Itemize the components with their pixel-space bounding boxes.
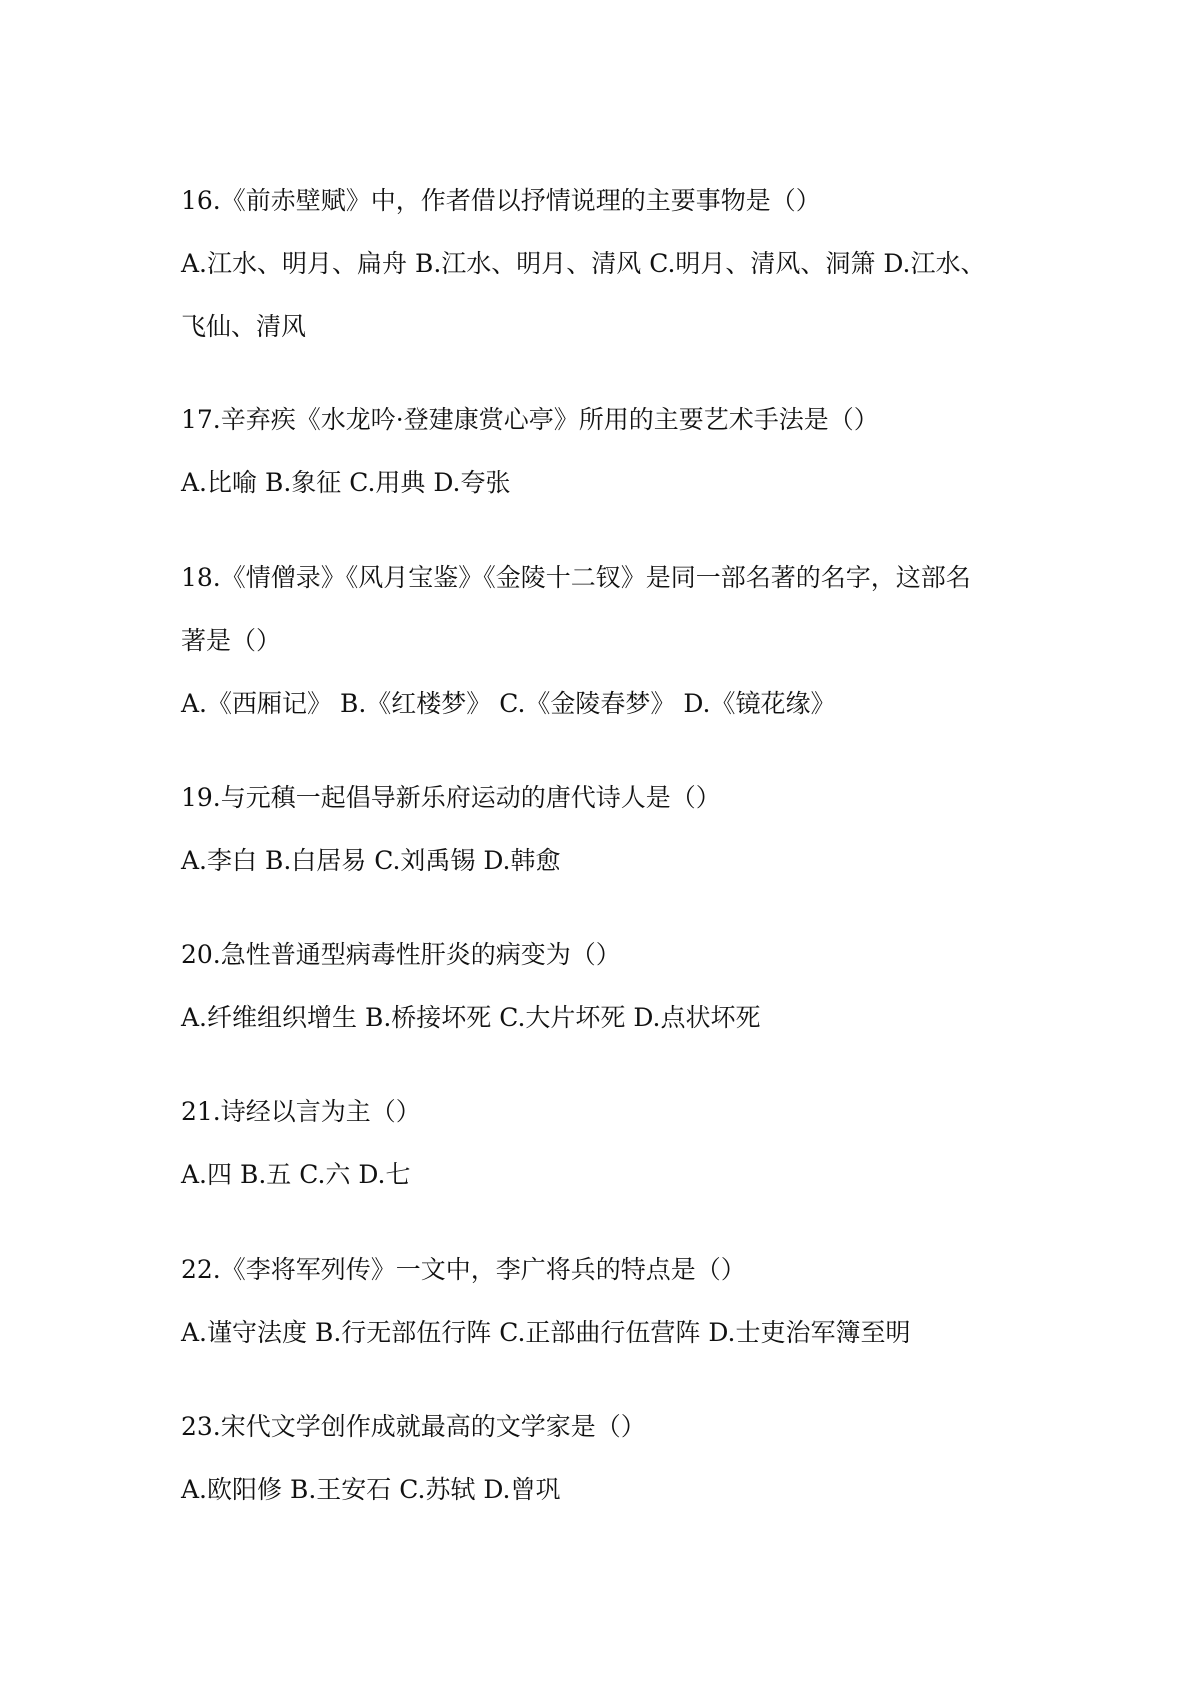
question-options-continued: 飞仙、清风 [181, 312, 307, 341]
question-stem: 22.《李将军列传》一文中，李广将兵的特点是（） [181, 1255, 746, 1284]
question-options: A.纤维组织增生 B.桥接坏死 C.大片坏死 D.点状坏死 [181, 1003, 761, 1032]
question-stem: 17.辛弃疾《水龙吟·登建康赏心亭》所用的主要艺术手法是（） [181, 405, 879, 434]
question-options: A.欧阳修 B.王安石 C.苏轼 D.曾巩 [181, 1475, 561, 1504]
question-options: A.谨守法度 B.行无部伍行阵 C.正部曲行伍营阵 D.士吏治军簿至明 [181, 1318, 911, 1347]
question-stem: 19.与元稹一起倡导新乐府运动的唐代诗人是（） [181, 783, 721, 812]
question-stem: 21.诗经以言为主（） [181, 1097, 421, 1126]
question-stem-continued: 著是（） [181, 626, 282, 655]
question-options: A.李白 B.白居易 C.刘禹锡 D.韩愈 [181, 846, 561, 875]
question-options: A.《西厢记》 B.《红楼梦》 C.《金陵春梦》 D.《镜花缘》 [181, 689, 836, 718]
question-options: A.比喻 B.象征 C.用典 D.夸张 [181, 468, 511, 497]
question-stem: 18.《情僧录》《风月宝鉴》《金陵十二钗》是同一部名著的名字，这部名 [181, 563, 971, 592]
question-options: A.江水、明月、扁舟 B.江水、明月、清风 C.明月、清风、洞箫 D.江水、 [181, 249, 986, 278]
question-stem: 23.宋代文学创作成就最高的文学家是（） [181, 1412, 646, 1441]
question-stem: 16.《前赤壁赋》中，作者借以抒情说理的主要事物是（） [181, 186, 821, 215]
question-stem: 20.急性普通型病毒性肝炎的病变为（） [181, 940, 621, 969]
question-options: A.四 B.五 C.六 D.七 [181, 1160, 411, 1189]
